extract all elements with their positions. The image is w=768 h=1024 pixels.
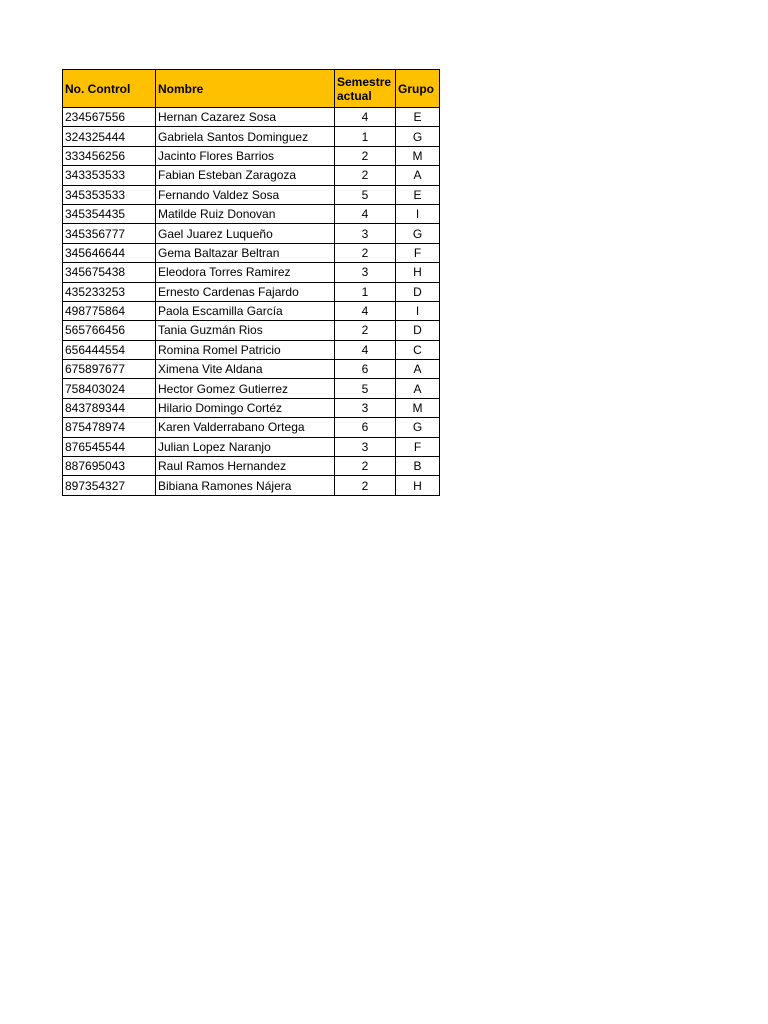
cell-nombre[interactable]: Tania Guzmán Rios [156,321,335,340]
header-cell-semestre[interactable]: Semestre actual [335,70,396,108]
cell-semestre[interactable]: 4 [335,301,396,320]
cell-nombre[interactable]: Fabian Esteban Zaragoza [156,166,335,185]
cell-semestre[interactable]: 2 [335,166,396,185]
cell-control[interactable]: 345354435 [63,204,156,223]
table-row [63,321,440,340]
table-row [63,166,440,185]
cell-grupo[interactable]: C [396,340,440,359]
table-row [63,146,440,165]
cell-control[interactable]: 234567556 [63,108,156,127]
cell-control[interactable]: 565766456 [63,321,156,340]
cell-grupo[interactable]: M [396,398,440,417]
cell-control[interactable]: 345353533 [63,185,156,204]
table-body [63,108,440,496]
cell-grupo[interactable]: H [396,263,440,282]
cell-grupo[interactable]: M [396,146,440,165]
cell-control[interactable]: 843789344 [63,398,156,417]
cell-nombre[interactable]: Gema Baltazar Beltran [156,243,335,262]
table-row [63,127,440,146]
cell-control[interactable]: 498775864 [63,301,156,320]
cell-grupo[interactable]: H [396,476,440,495]
cell-semestre[interactable]: 6 [335,360,396,379]
cell-grupo[interactable]: D [396,282,440,301]
table-row [63,476,440,495]
table-row [63,263,440,282]
cell-nombre[interactable]: Gael Juarez Luqueño [156,224,335,243]
cell-semestre[interactable]: 3 [335,224,396,243]
header-cell-nombre[interactable]: Nombre [156,70,335,108]
cell-grupo[interactable]: G [396,418,440,437]
table-row [63,418,440,437]
cell-semestre[interactable]: 6 [335,418,396,437]
student-table [62,69,440,496]
cell-nombre[interactable]: Jacinto Flores Barrios [156,146,335,165]
cell-nombre[interactable]: Bibiana Ramones Nájera [156,476,335,495]
table-row [63,340,440,359]
cell-grupo[interactable]: G [396,127,440,146]
cell-semestre[interactable]: 1 [335,127,396,146]
cell-semestre[interactable]: 2 [335,321,396,340]
cell-semestre[interactable]: 2 [335,457,396,476]
header-cell-grupo[interactable]: Grupo [396,70,440,108]
table-row [63,398,440,417]
cell-nombre[interactable]: Hilario Domingo Cortéz [156,398,335,417]
cell-control[interactable]: 675897677 [63,360,156,379]
cell-nombre[interactable]: Raul Ramos Hernandez [156,457,335,476]
cell-control[interactable]: 345356777 [63,224,156,243]
cell-control[interactable]: 887695043 [63,457,156,476]
cell-control[interactable]: 345675438 [63,263,156,282]
table-row [63,185,440,204]
cell-control[interactable]: 897354327 [63,476,156,495]
cell-nombre[interactable]: Eleodora Torres Ramirez [156,263,335,282]
table-row [63,282,440,301]
table-row [63,243,440,262]
cell-grupo[interactable]: A [396,166,440,185]
cell-semestre[interactable]: 2 [335,146,396,165]
cell-control[interactable]: 333456256 [63,146,156,165]
cell-semestre[interactable]: 5 [335,379,396,398]
cell-semestre[interactable]: 2 [335,243,396,262]
cell-control[interactable]: 876545544 [63,437,156,456]
cell-semestre[interactable]: 2 [335,476,396,495]
cell-semestre[interactable]: 1 [335,282,396,301]
table-row [63,437,440,456]
cell-semestre[interactable]: 3 [335,398,396,417]
cell-nombre[interactable]: Hector Gomez Gutierrez [156,379,335,398]
cell-semestre[interactable]: 4 [335,108,396,127]
table-row [63,108,440,127]
table-row [63,457,440,476]
cell-grupo[interactable]: D [396,321,440,340]
cell-semestre[interactable]: 4 [335,204,396,223]
cell-control[interactable]: 343353533 [63,166,156,185]
table-header [63,70,440,108]
cell-grupo[interactable]: E [396,108,440,127]
cell-semestre[interactable]: 3 [335,437,396,456]
table-row [63,379,440,398]
cell-semestre[interactable]: 4 [335,340,396,359]
cell-control[interactable]: 875478974 [63,418,156,437]
cell-control[interactable]: 435233253 [63,282,156,301]
cell-semestre[interactable]: 5 [335,185,396,204]
header-cell-control[interactable]: No. Control [63,70,156,108]
cell-nombre[interactable]: Julian Lopez Naranjo [156,437,335,456]
cell-nombre[interactable]: Romina Romel Patricio [156,340,335,359]
cell-grupo[interactable]: I [396,301,440,320]
cell-control[interactable]: 656444554 [63,340,156,359]
table-row [63,204,440,223]
cell-grupo[interactable]: A [396,379,440,398]
cell-control[interactable]: 758403024 [63,379,156,398]
cell-control[interactable]: 345646644 [63,243,156,262]
header-row [63,70,440,108]
table-row [63,301,440,320]
cell-nombre[interactable]: Paola Escamilla García [156,301,335,320]
cell-nombre[interactable]: Matilde Ruiz Donovan [156,204,335,223]
cell-nombre[interactable]: Ernesto Cardenas Fajardo [156,282,335,301]
table-row [63,224,440,243]
cell-control[interactable]: 324325444 [63,127,156,146]
cell-nombre[interactable]: Karen Valderrabano Ortega [156,418,335,437]
table-row [63,360,440,379]
cell-grupo[interactable]: G [396,224,440,243]
cell-nombre[interactable]: Fernando Valdez Sosa [156,185,335,204]
cell-semestre[interactable]: 3 [335,263,396,282]
cell-grupo[interactable]: F [396,437,440,456]
cell-grupo[interactable]: A [396,360,440,379]
cell-nombre[interactable]: Hernan Cazarez Sosa [156,108,335,127]
cell-grupo[interactable]: I [396,204,440,223]
cell-grupo[interactable]: E [396,185,440,204]
cell-nombre[interactable]: Gabriela Santos Dominguez [156,127,335,146]
cell-grupo[interactable]: F [396,243,440,262]
cell-nombre[interactable]: Ximena Vite Aldana [156,360,335,379]
cell-grupo[interactable]: B [396,457,440,476]
